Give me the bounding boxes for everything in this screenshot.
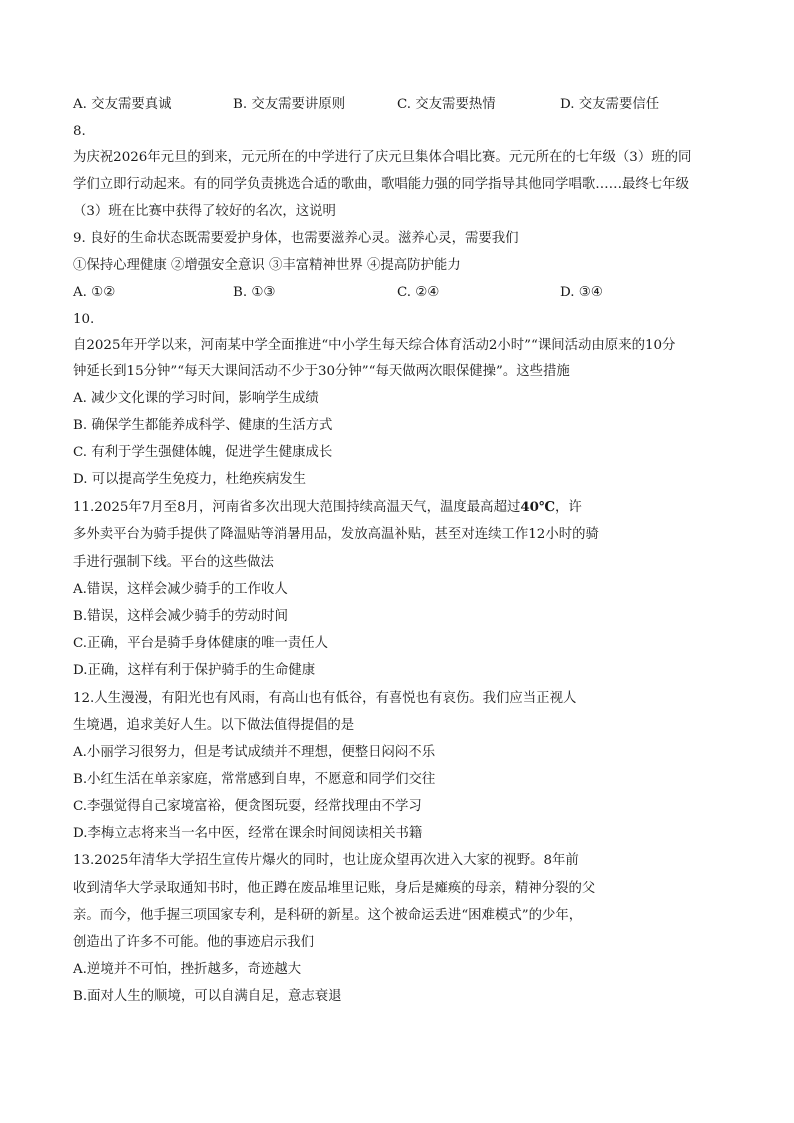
q11-option-d[interactable]: D.正确，这样有利于保护骑手的生命健康 [73, 663, 316, 678]
q9-option-b[interactable]: B. ①③ [233, 285, 276, 300]
q12-option-d[interactable]: D.李梅立志将来当一名中医，经常在课余时间阅读相关书籍 [73, 826, 423, 841]
q13-option-a[interactable]: A.逆境并不可怕，挫折越多，奇迹越大 [73, 962, 302, 977]
q10-option-b[interactable]: B. 确保学生都能养成科学、健康的生活方式 [73, 418, 333, 433]
q13-stem-line-1: 13.2025年清华大学招生宣传片爆火的同时，也让庞众望再次进入大家的视野。8年前 [73, 853, 579, 868]
q10-number: 10. [73, 312, 95, 327]
q13-stem-line-4: 创造出了许多不可能。他的事迹启示我们 [73, 935, 315, 950]
q11-temperature: 40℃ [520, 499, 556, 515]
q9-option-a[interactable]: A. ①② [73, 285, 116, 300]
q8-stem-line-1: 为庆祝2026年元旦的到来，元元所在的中学进行了庆元旦集体合唱比赛。元元所在的七年级（3）班的同 [73, 150, 692, 165]
q10-stem-line-1: 自2025年开学以来，河南某中学全面推进“中小学生每天综合体育活动2小时”“课间活动由原来的10分 [73, 338, 676, 353]
q13-stem-line-2: 收到清华大学录取通知书时，他正蹲在废品堆里记账，身后是瘫痪的母亲，精神分裂的父 [73, 881, 596, 896]
q11-option-c[interactable]: C.正确，平台是骑手身体健康的唯一责任人 [73, 636, 329, 651]
q13-stem-line-3: 亲。而今，他手握三项国家专利，是科研的新星。这个被命运丢进“困难模式”的少年， [73, 908, 583, 923]
q10-stem-line-2: 钟延长到15分钟”“每天大课间活动不少于30分钟”“每天做两次眼保健操”。这些措施 [73, 364, 570, 379]
q7-option-c[interactable]: C. 交友需要热情 [397, 97, 496, 112]
q12-stem-line-1: 12.人生漫漫，有阳光也有风雨，有高山也有低谷，有喜悦也有哀伤。我们应当正视人 [73, 691, 577, 706]
q12-stem-line-2: 生境遇，追求美好人生。以下做法值得提倡的是 [73, 718, 355, 733]
q10-option-c[interactable]: C. 有利于学生强健体魄，促进学生健康成长 [73, 445, 333, 460]
q9-items: ①保持心理健康 ②增强安全意识 ③丰富精神世界 ④提高防护能力 [73, 258, 461, 273]
q13-option-b[interactable]: B.面对人生的顺境，可以自满自足，意志衰退 [73, 989, 342, 1004]
q9-option-c[interactable]: C. ②④ [397, 285, 440, 300]
q11-stem-line-1-end: ，许 [555, 500, 582, 515]
q11-stem-line-1 [73, 497, 582, 518]
q7-option-d[interactable]: D. 交友需要信任 [560, 97, 660, 112]
q7-option-a[interactable]: A. 交友需要真诚 [73, 97, 172, 112]
q11-option-b[interactable]: B.错误，这样会减少骑手的劳动时间 [73, 609, 288, 624]
q8-number: 8. [73, 124, 86, 139]
q9-stem: 9. 良好的生命状态既需要爱护身体，也需要滋养心灵。滋养心灵，需要我们 [73, 231, 519, 246]
q10-option-a[interactable]: A. 减少文化课的学习时间，影响学生成绩 [73, 391, 319, 406]
q8-stem-line-2: 学们立即行动起来。有的同学负责挑选合适的歌曲，歌唱能力强的同学指导其他同学唱歌……最终七年级 [73, 177, 689, 192]
q11-stem-line-3: 手进行强制下线。平台的这些做法 [73, 555, 274, 570]
q12-option-a[interactable]: A.小丽学习很努力，但是考试成绩并不理想，便整日闷闷不乐 [73, 745, 436, 760]
q10-option-d[interactable]: D. 可以提高学生免疫力，杜绝疾病发生 [73, 472, 307, 487]
q11-option-a[interactable]: A.错误，这样会减少骑手的工作收人 [73, 582, 288, 597]
q11-stem-line-1-text: 11.2025年7月至8月，河南省多次出现大范围持续高温天气，温度最高超过 [73, 500, 521, 515]
q11-stem-line-2: 多外卖平台为骑手提供了降温贴等消暑用品，发放高温补贴，甚至对连续工作12小时的骑 [73, 527, 599, 542]
q7-option-b[interactable]: B. 交友需要讲原则 [233, 97, 346, 112]
q9-option-d[interactable]: D. ③④ [560, 285, 603, 300]
q12-option-c[interactable]: C.李强觉得自己家境富裕，便贪图玩耍，经常找理由不学习 [73, 799, 422, 814]
q8-stem-line-3: （3）班在比赛中获得了较好的名次，这说明 [73, 204, 336, 219]
q12-option-b[interactable]: B.小红生活在单亲家庭，常常感到自卑，不愿意和同学们交往 [73, 772, 436, 787]
